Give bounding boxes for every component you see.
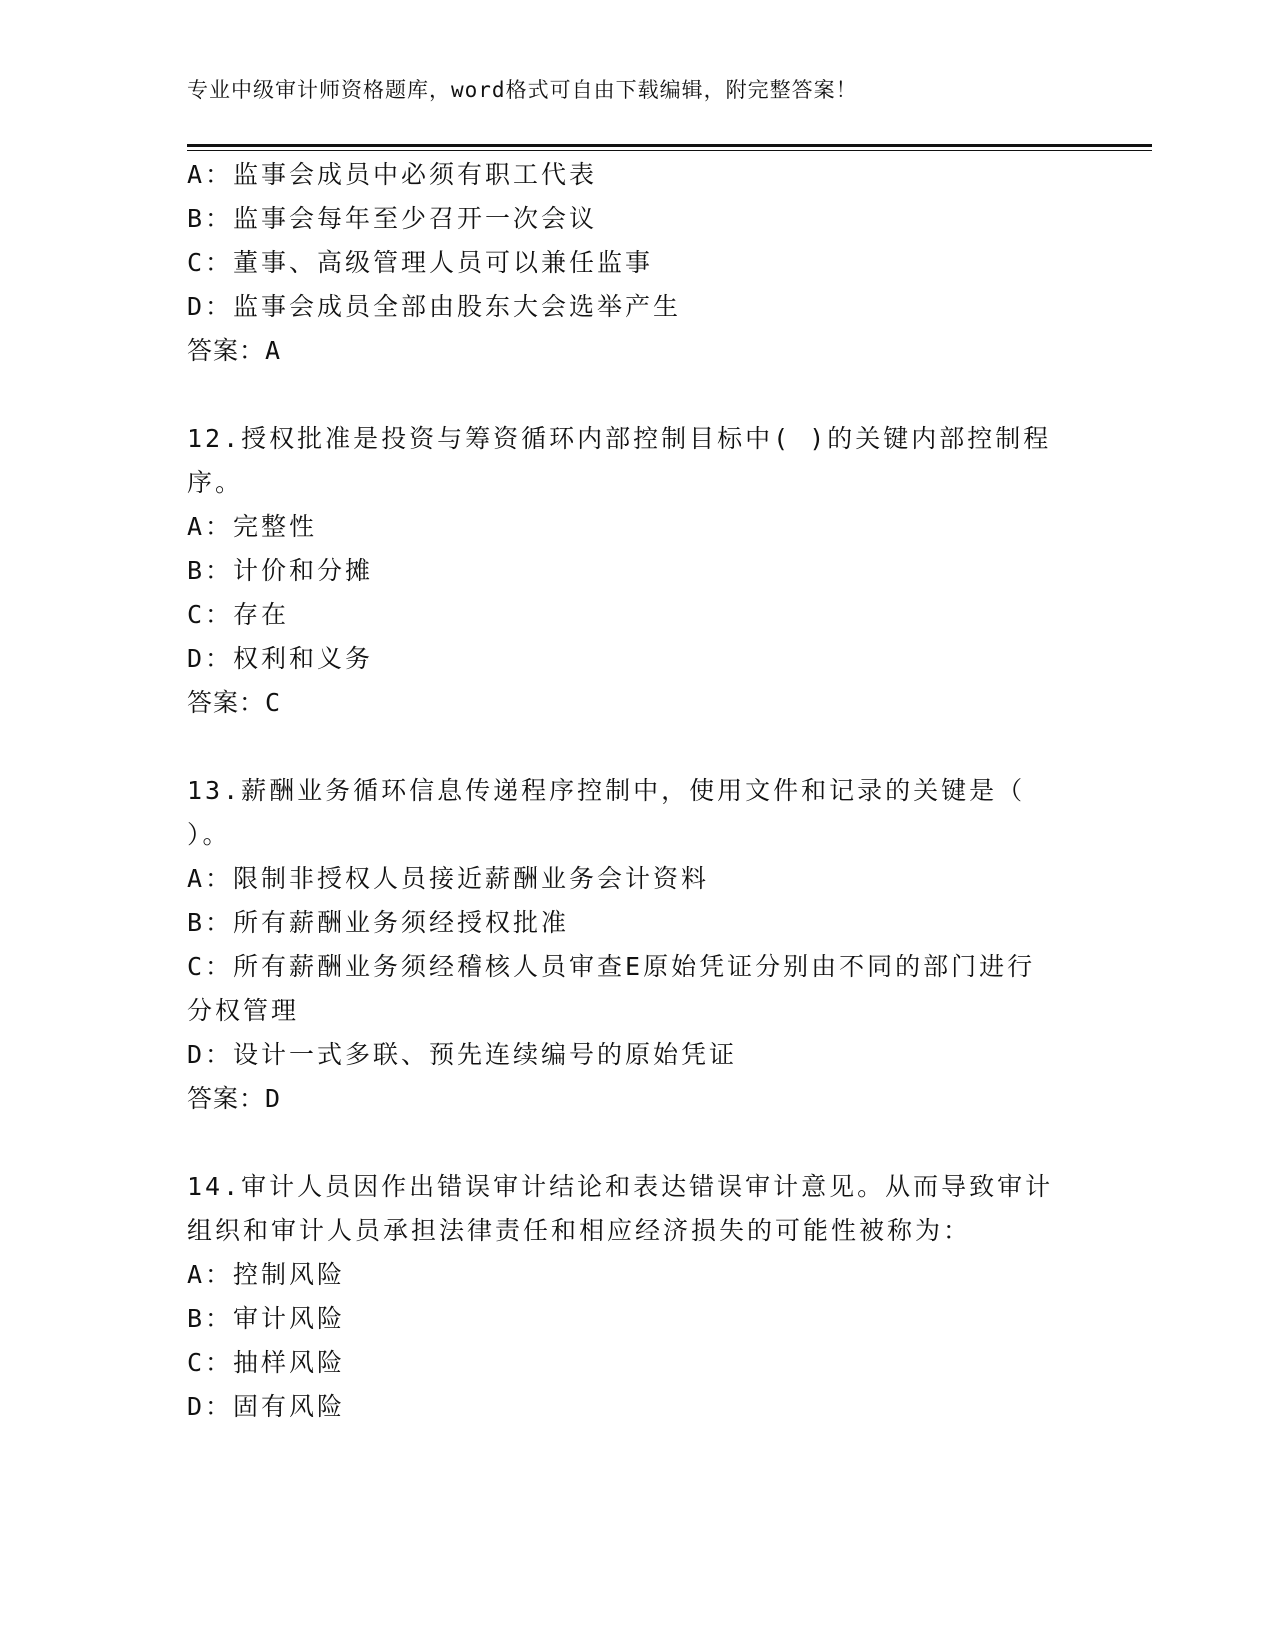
q12-option-c: C：存在 [187, 600, 290, 629]
q11-option-b: B：监事会每年至少召开一次会议 [187, 204, 598, 233]
q12-option-b: B：计价和分摊 [187, 556, 374, 585]
q12-answer: 答案：C [187, 688, 282, 717]
q14-option-a: A：控制风险 [187, 1260, 346, 1289]
q11-option-d: D：监事会成员全部由股东大会选举产生 [187, 292, 682, 321]
q11-option-a: A：监事会成员中必须有职工代表 [187, 160, 598, 189]
q14-option-c: C：抽样风险 [187, 1348, 346, 1377]
q14-option-b: B：审计风险 [187, 1304, 346, 1333]
q13-stem-line-1: 13.薪酬业务循环信息传递程序控制中，使用文件和记录的关键是（ [187, 776, 1026, 805]
q11-answer: 答案：A [187, 336, 282, 365]
q12-stem-line-2: 序。 [187, 468, 244, 497]
q12-stem-line-1: 12.授权批准是投资与筹资循环内部控制目标中( )的关键内部控制程 [187, 424, 1052, 453]
header-rule-thick [187, 144, 1152, 147]
q13-stem-line-2: ）。 [187, 820, 231, 849]
q13-option-d: D：设计一式多联、预先连续编号的原始凭证 [187, 1040, 738, 1069]
q14-stem-line-2: 组织和审计人员承担法律责任和相应经济损失的可能性被称为： [187, 1216, 972, 1245]
q12-option-d: D：权利和义务 [187, 644, 374, 673]
q13-option-c: C：所有薪酬业务须经稽核人员审查E原始凭证分别由不同的部门进行 [187, 952, 1036, 981]
q12-option-a: A：完整性 [187, 512, 318, 541]
q14-stem-line-1: 14.审计人员因作出错误审计结论和表达错误审计意见。从而导致审计 [187, 1172, 1054, 1201]
q13-option-a: A：限制非授权人员接近薪酬业务会计资料 [187, 864, 710, 893]
q13-option-c-continued: 分权管理 [187, 996, 300, 1025]
page-header: 专业中级审计师资格题库，word格式可自由下载编辑，附完整答案！ [187, 78, 858, 102]
q13-answer: 答案：D [187, 1084, 282, 1113]
q14-option-d: D：固有风险 [187, 1392, 346, 1421]
q13-option-b: B：所有薪酬业务须经授权批准 [187, 908, 570, 937]
q11-option-c: C：董事、高级管理人员可以兼任监事 [187, 248, 654, 277]
header-rule-thin [187, 150, 1152, 151]
